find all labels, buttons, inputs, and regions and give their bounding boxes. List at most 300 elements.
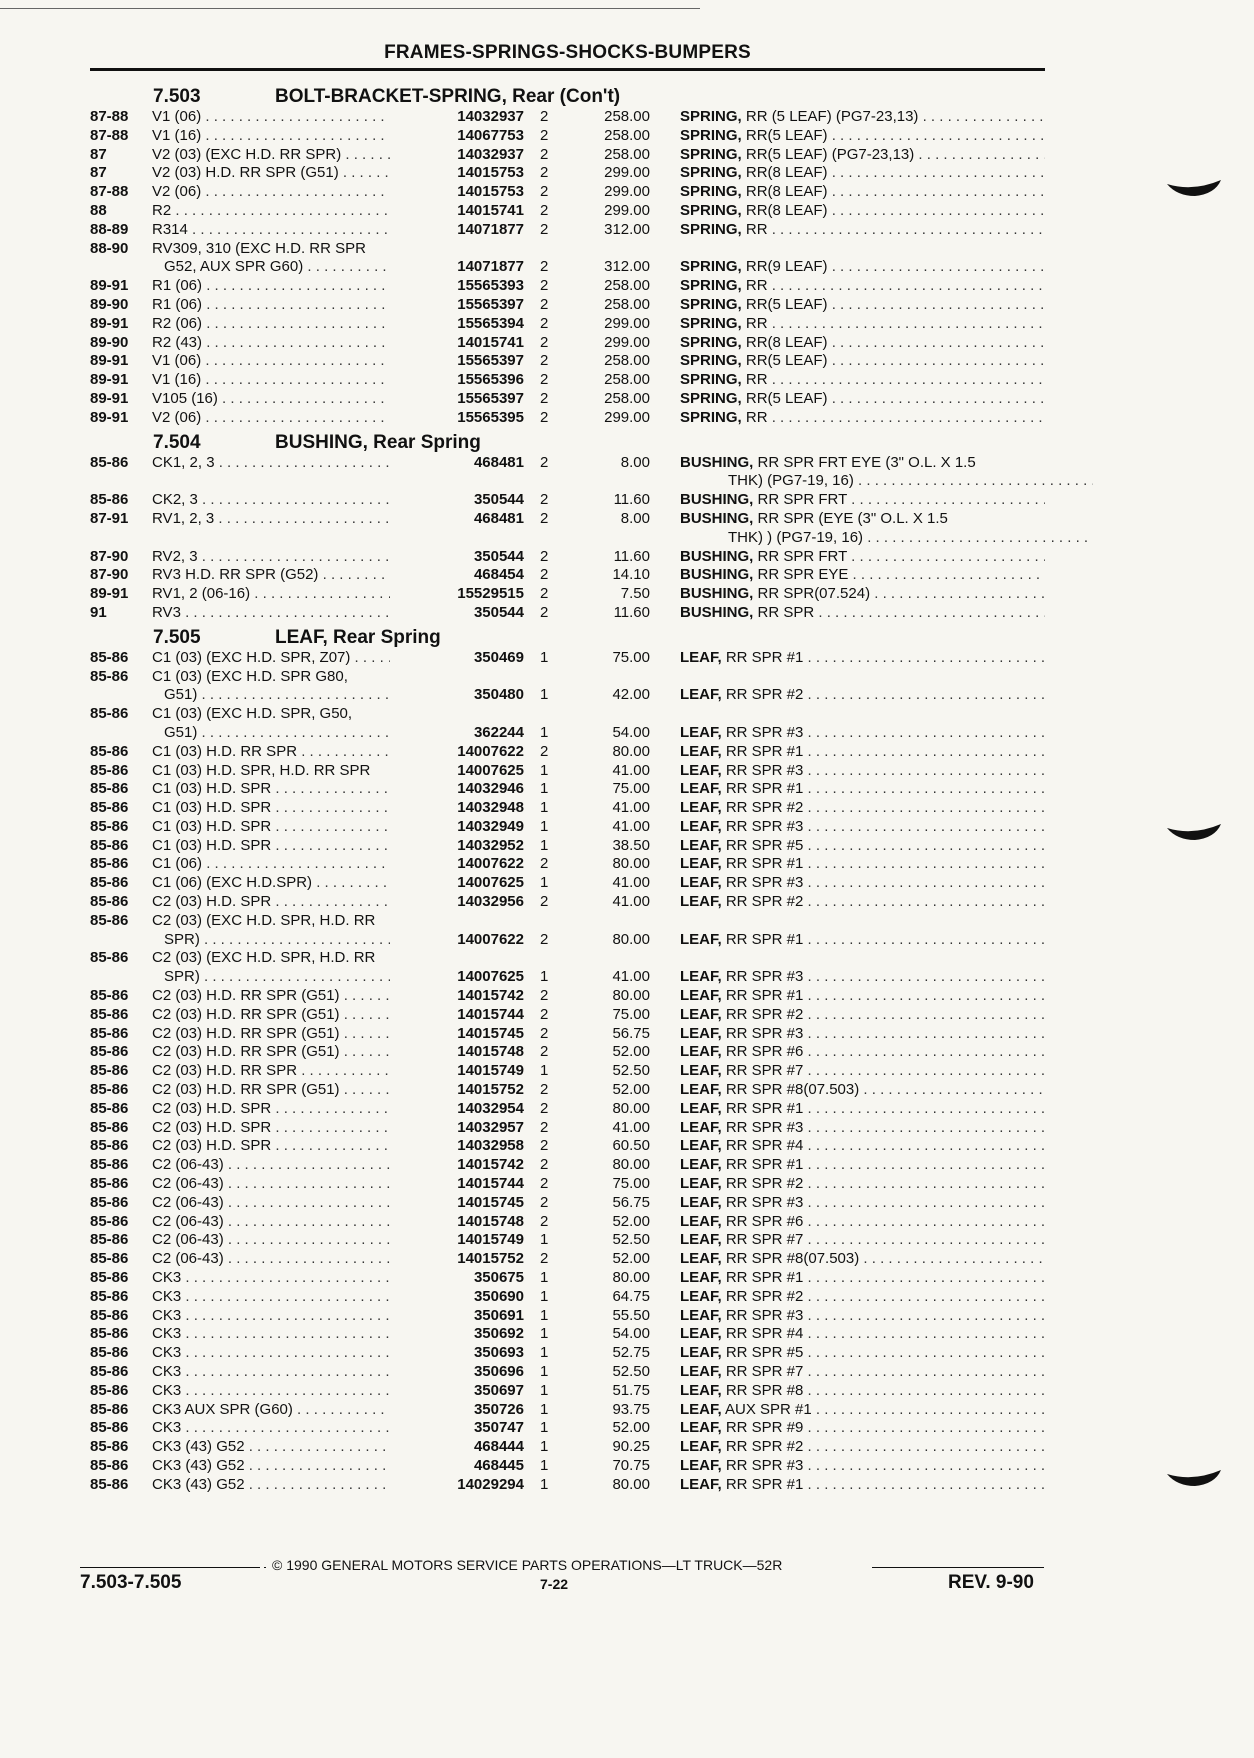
part-name-keyword: SPRING, xyxy=(680,145,742,163)
part-name-keyword: SPRING, xyxy=(680,220,742,238)
model-years: 85-86 xyxy=(90,1325,129,1343)
model-description: C2 (06-43) . . . xyxy=(152,1231,522,1250)
parts-row xyxy=(90,277,1045,296)
model-years: 85-86 xyxy=(90,742,129,760)
quantity: 2 xyxy=(540,108,549,125)
part-name xyxy=(680,855,1045,874)
parts-row xyxy=(90,837,1045,856)
part-name-detail: RR SPR #8(07.503) xyxy=(725,1081,860,1099)
parts-row xyxy=(90,1476,1045,1495)
part-name-keyword: LEAF, xyxy=(680,1043,722,1061)
model-description: CK3 . . . xyxy=(152,1419,522,1438)
model-years: 87-90 xyxy=(90,547,129,565)
part-name xyxy=(680,1025,1045,1044)
price: 80.00 xyxy=(612,1475,650,1493)
model-description: G51) . . . xyxy=(152,724,522,743)
scan-edge-line xyxy=(0,8,700,9)
model-years: 85-86 xyxy=(90,1381,129,1399)
parts-row xyxy=(90,1269,1045,1288)
quantity: 2 xyxy=(540,1137,549,1155)
price: 8.00 xyxy=(620,509,650,527)
part-number: 14032937 xyxy=(390,108,524,127)
quantity: 2 xyxy=(540,509,549,527)
part-name xyxy=(680,202,1045,221)
model-description: C1 (03) (EXC H.D. SPR, G50, xyxy=(152,705,353,723)
part-name-detail: RR SPR #3 xyxy=(725,817,804,835)
part-name xyxy=(680,371,1045,390)
model-description: CK2, 3 . . . xyxy=(152,491,522,510)
part-number: 350726 xyxy=(390,1401,524,1420)
part-name-detail: RR SPR #8(07.503) xyxy=(725,1250,860,1268)
model-description: C2 (03) (EXC H.D. SPR, H.D. RR xyxy=(152,949,376,967)
price: 52.00 xyxy=(612,1212,650,1230)
quantity: 2 xyxy=(540,1175,549,1193)
part-name xyxy=(680,649,1045,668)
part-name xyxy=(680,1194,1045,1213)
parts-row xyxy=(90,912,1045,931)
quantity: 2 xyxy=(540,371,549,389)
model-description: SPR) . . . xyxy=(152,968,522,987)
model-description: R2 . . . xyxy=(152,202,522,221)
model-description: RV3 H.D. RR SPR (G52) . . . xyxy=(152,566,522,585)
model-description: C2 (03) H.D. RR SPR (G51) . . . xyxy=(152,1081,522,1100)
price: 38.50 xyxy=(612,836,650,854)
part-name-keyword: SPRING, xyxy=(680,183,742,201)
price: 75.00 xyxy=(612,648,650,666)
parts-row xyxy=(90,649,1045,668)
quantity: 1 xyxy=(540,874,549,892)
part-name-keyword: SPRING, xyxy=(680,295,742,313)
quantity: 2 xyxy=(540,930,549,948)
part-name-keyword: LEAF, xyxy=(680,799,722,817)
model-description: C1 (03) H.D. SPR . . . xyxy=(152,780,522,799)
part-name-keyword: SPRING, xyxy=(680,201,742,219)
part-name-keyword: LEAF, xyxy=(680,930,722,948)
part-name-keyword: BUSHING, xyxy=(680,603,754,621)
model-description: CK3 . . . xyxy=(152,1307,522,1326)
quantity: 2 xyxy=(540,220,549,238)
part-name-detail: RR SPR #1 xyxy=(725,648,804,666)
model-description: C1 (06) (EXC H.D.SPR) . . . xyxy=(152,874,522,893)
part-name xyxy=(680,1137,1045,1156)
part-number: 14032937 xyxy=(390,146,524,165)
parts-row xyxy=(90,1100,1045,1119)
part-name-keyword: LEAF, xyxy=(680,723,722,741)
section-name: BOLT-BRACKET-SPRING, Rear (Con't) xyxy=(275,86,621,107)
part-name xyxy=(680,183,1045,202)
section-title xyxy=(90,431,1045,454)
quantity: 2 xyxy=(540,352,549,370)
model-description: C2 (03) H.D. RR SPR (G51) . . . xyxy=(152,1006,522,1025)
parts-row xyxy=(90,491,1045,510)
model-years: 85-86 xyxy=(90,705,129,723)
part-name-keyword: BUSHING, xyxy=(680,547,754,565)
parts-row xyxy=(90,472,1045,491)
model-description: C2 (06-43) . . . xyxy=(152,1213,522,1232)
part-number: 14007622 xyxy=(390,855,524,874)
parts-row xyxy=(90,1307,1045,1326)
parts-row xyxy=(90,724,1045,743)
part-number: 350544 xyxy=(390,548,524,567)
part-number: 14007625 xyxy=(390,874,524,893)
part-name-keyword: LEAF, xyxy=(680,817,722,835)
quantity: 2 xyxy=(540,1043,549,1061)
parts-row xyxy=(90,686,1045,705)
part-name-detail: RR SPR #3 xyxy=(725,723,804,741)
section-name: BUSHING, Rear Spring xyxy=(275,431,481,453)
parts-row xyxy=(90,352,1045,371)
price: 52.50 xyxy=(612,1231,650,1249)
part-name-detail: RR SPR #1 xyxy=(725,987,804,1005)
part-number: 14015741 xyxy=(390,334,524,353)
model-years: 89-91 xyxy=(90,585,129,603)
part-name xyxy=(680,454,1045,473)
section-number: 7.505 xyxy=(153,626,201,648)
parts-row xyxy=(90,1344,1045,1363)
part-name-detail: RR SPR #4 xyxy=(725,1137,804,1155)
quantity: 2 xyxy=(540,164,549,182)
model-description: V1 (16) . . . xyxy=(152,371,522,390)
part-name-detail: RR SPR #3 xyxy=(725,968,804,986)
part-name xyxy=(680,1213,1045,1232)
model-description: V1 (16) . . . xyxy=(152,127,522,146)
part-name-keyword: LEAF, xyxy=(680,1156,722,1174)
part-number: 14015742 xyxy=(390,1156,524,1175)
part-name xyxy=(680,799,1045,818)
part-name xyxy=(680,1250,1045,1269)
part-name-detail: RR SPR FRT xyxy=(757,547,847,565)
part-name-detail: RR SPR (EYE (3" O.L. X 1.5 xyxy=(757,509,948,527)
part-number: 15565396 xyxy=(390,371,524,390)
part-name xyxy=(680,780,1045,799)
parts-row xyxy=(90,604,1045,623)
parts-row xyxy=(90,931,1045,950)
part-name-keyword: LEAF, xyxy=(680,761,722,779)
parts-row xyxy=(90,1043,1045,1062)
part-number: 350697 xyxy=(390,1382,524,1401)
price: 42.00 xyxy=(612,686,650,704)
model-description: V105 (16) . . . xyxy=(152,390,522,409)
quantity: 1 xyxy=(540,1363,549,1380)
model-years: 85-86 xyxy=(90,874,129,892)
parts-row xyxy=(90,371,1045,390)
model-description: C1 (03) (EXC H.D. SPR G80, xyxy=(152,667,348,685)
parts-row xyxy=(90,1006,1045,1025)
parts-row xyxy=(90,585,1045,604)
model-years: 85-86 xyxy=(90,1250,129,1268)
part-name xyxy=(680,1231,1045,1250)
price: 80.00 xyxy=(612,1269,650,1287)
quantity: 2 xyxy=(540,408,549,426)
part-number: 15565394 xyxy=(390,315,524,334)
model-years: 85-86 xyxy=(90,1062,129,1080)
parts-row xyxy=(90,743,1045,762)
header-rule xyxy=(90,68,1045,71)
price: 93.75 xyxy=(612,1400,650,1418)
part-name-detail: RR SPR #4 xyxy=(725,1325,804,1343)
model-description: C2 (03) H.D. SPR . . . xyxy=(152,1119,522,1138)
price: 64.75 xyxy=(612,1287,650,1305)
part-name-detail: RR SPR #8 xyxy=(725,1381,804,1399)
parts-row xyxy=(90,127,1045,146)
price: 55.50 xyxy=(612,1306,650,1324)
model-description: C1 (03) H.D. RR SPR . . . xyxy=(152,743,522,762)
price: 258.00 xyxy=(604,145,650,163)
model-description: CK3 . . . xyxy=(152,1344,522,1363)
part-name-keyword: LEAF, xyxy=(680,1306,722,1324)
model-description: CK3 (43) G52 . . . xyxy=(152,1457,522,1476)
part-name-keyword: BUSHING, xyxy=(680,453,754,471)
quantity: 2 xyxy=(540,1212,549,1230)
quantity: 1 xyxy=(540,836,549,854)
part-name xyxy=(680,1006,1045,1025)
part-name-keyword: LEAF, xyxy=(680,742,722,760)
model-description: R2 (06) . . . xyxy=(152,315,522,334)
model-years: 87-88 xyxy=(90,183,129,201)
parts-row xyxy=(90,818,1045,837)
page-header: FRAMES-SPRINGS-SHOCKS-BUMPERS xyxy=(384,42,751,63)
parts-row xyxy=(90,1137,1045,1156)
part-name xyxy=(680,164,1045,183)
part-name-keyword: LEAF, xyxy=(680,1456,722,1474)
quantity: 2 xyxy=(540,258,549,276)
part-number: 14015752 xyxy=(390,1250,524,1269)
part-name-detail: RR SPR #3 xyxy=(725,761,804,779)
parts-row xyxy=(90,334,1045,353)
part-name-keyword: SPRING, xyxy=(680,277,742,295)
quantity: 1 xyxy=(540,1306,549,1324)
part-name-keyword: LEAF, xyxy=(680,1118,722,1136)
model-years: 85-86 xyxy=(90,1099,129,1117)
part-name-keyword: LEAF, xyxy=(680,1269,722,1287)
quantity: 2 xyxy=(540,1081,549,1099)
model-years: 88-89 xyxy=(90,220,129,238)
price: 7.50 xyxy=(620,585,650,603)
part-name-detail: RR SPR #3 xyxy=(725,1306,804,1324)
part-name-detail: RR(5 LEAF) (PG7-23,13) xyxy=(745,145,915,163)
part-name-detail: RR SPR #3 xyxy=(725,1456,804,1474)
parts-row xyxy=(90,240,1045,259)
quantity: 2 xyxy=(540,1024,549,1042)
model-years: 89-91 xyxy=(90,277,129,295)
part-number: 14015749 xyxy=(390,1062,524,1081)
parts-row xyxy=(90,1325,1045,1344)
part-name-keyword: SPRING, xyxy=(680,408,742,426)
price: 80.00 xyxy=(612,930,650,948)
part-name-detail: RR SPR #2 xyxy=(725,1287,804,1305)
model-years: 85-86 xyxy=(90,761,129,779)
part-number: 14032949 xyxy=(390,818,524,837)
part-name-detail: RR(8 LEAF) xyxy=(745,333,828,351)
part-number: 14015748 xyxy=(390,1043,524,1062)
part-name-keyword: SPRING, xyxy=(680,333,742,351)
parts-row xyxy=(90,315,1045,334)
parts-row xyxy=(90,548,1045,567)
parts-row xyxy=(90,183,1045,202)
parts-row xyxy=(90,1081,1045,1100)
part-name xyxy=(680,874,1045,893)
part-name xyxy=(680,931,1045,950)
part-number: 14032958 xyxy=(390,1137,524,1156)
price: 11.60 xyxy=(613,491,650,509)
part-number: 14032957 xyxy=(390,1119,524,1138)
quantity: 2 xyxy=(540,314,549,332)
part-name xyxy=(680,409,1045,428)
part-name-detail: RR SPR #2 xyxy=(725,893,804,911)
price: 54.00 xyxy=(612,1325,650,1343)
quantity: 1 xyxy=(540,1381,549,1399)
part-number: 14015753 xyxy=(390,164,524,183)
model-description: R314 . . . xyxy=(152,221,522,240)
part-name-detail: RR SPR #1 xyxy=(725,742,804,760)
part-number: 350480 xyxy=(390,686,524,705)
price: 52.50 xyxy=(612,1062,650,1080)
part-name-detail: RR SPR #1 xyxy=(725,1269,804,1287)
price: 41.00 xyxy=(612,968,650,986)
part-name-keyword: BUSHING, xyxy=(680,585,754,603)
model-years: 87 xyxy=(90,164,107,182)
parts-row xyxy=(90,949,1045,968)
part-name-keyword: SPRING, xyxy=(680,164,742,182)
model-description: CK1, 2, 3 . . . xyxy=(152,454,522,473)
footer-rule-right xyxy=(872,1567,1044,1568)
model-years: 89-91 xyxy=(90,352,129,370)
part-name-detail: RR xyxy=(745,277,768,295)
part-name xyxy=(680,724,1045,743)
part-name-keyword: LEAF, xyxy=(680,836,722,854)
section-name: LEAF, Rear Spring xyxy=(275,626,441,648)
price: 299.00 xyxy=(604,408,650,426)
part-number: 14015742 xyxy=(390,987,524,1006)
quantity: 2 xyxy=(540,1250,549,1268)
part-name-keyword: LEAF, xyxy=(680,874,722,892)
parts-row xyxy=(90,1025,1045,1044)
parts-row xyxy=(90,1363,1045,1382)
part-name-keyword: SPRING, xyxy=(680,371,742,389)
part-name xyxy=(680,604,1045,623)
quantity: 1 xyxy=(540,1062,549,1080)
parts-row xyxy=(90,1175,1045,1194)
quantity: 1 xyxy=(540,1456,549,1474)
part-name-keyword: BUSHING, xyxy=(680,509,754,527)
model-years: 85-86 xyxy=(90,1419,129,1437)
price: 75.00 xyxy=(612,780,650,798)
part-name xyxy=(680,968,1045,987)
parts-row xyxy=(90,296,1045,315)
part-name-keyword: LEAF, xyxy=(680,1250,722,1268)
parts-row xyxy=(90,1213,1045,1232)
part-name xyxy=(680,334,1045,353)
part-name-keyword: LEAF, xyxy=(680,1212,722,1230)
part-number: 468481 xyxy=(390,510,524,529)
part-name xyxy=(680,352,1045,371)
model-years: 85-86 xyxy=(90,1363,129,1380)
model-years: 85-86 xyxy=(90,1118,129,1136)
model-years: 87-91 xyxy=(90,509,129,527)
price: 299.00 xyxy=(604,201,650,219)
part-name-keyword: SPRING, xyxy=(680,352,742,370)
price: 41.00 xyxy=(612,817,650,835)
model-description: C2 (06-43) . . . xyxy=(152,1194,522,1213)
part-name-keyword: LEAF, xyxy=(680,648,722,666)
part-name-keyword: SPRING, xyxy=(680,314,742,332)
part-number: 14015745 xyxy=(390,1194,524,1213)
part-name-detail: RR SPR #1 xyxy=(725,1475,804,1493)
part-number: 350544 xyxy=(390,491,524,510)
price: 258.00 xyxy=(604,126,650,144)
part-number: 14032954 xyxy=(390,1100,524,1119)
model-description: C2 (06-43) . . . xyxy=(152,1250,522,1269)
part-number: 350469 xyxy=(390,649,524,668)
part-name-keyword: LEAF, xyxy=(680,1193,722,1211)
part-name-keyword: LEAF, xyxy=(680,1419,722,1437)
model-years: 85-86 xyxy=(90,1212,129,1230)
model-years: 85-86 xyxy=(90,1175,129,1193)
model-years: 89-91 xyxy=(90,314,129,332)
binder-hole-mark xyxy=(1165,1468,1223,1488)
part-number: 14007622 xyxy=(390,743,524,762)
part-name xyxy=(680,1325,1045,1344)
price: 312.00 xyxy=(604,258,650,276)
part-name-keyword: LEAF, xyxy=(680,780,722,798)
price: 56.75 xyxy=(612,1193,650,1211)
quantity: 2 xyxy=(540,1005,549,1023)
model-years: 89-90 xyxy=(90,295,129,313)
price: 80.00 xyxy=(612,1156,650,1174)
binder-hole-mark xyxy=(1165,178,1223,198)
model-years: 88-90 xyxy=(90,239,129,257)
model-years: 87-88 xyxy=(90,108,129,125)
price: 60.50 xyxy=(612,1137,650,1155)
quantity: 2 xyxy=(540,1099,549,1117)
part-number: 14007622 xyxy=(390,931,524,950)
model-description: V2 (03) H.D. RR SPR (G51) . . . xyxy=(152,164,522,183)
part-number: 14007625 xyxy=(390,762,524,781)
model-description: RV1, 2, 3 . . . xyxy=(152,510,522,529)
part-number: 14071877 xyxy=(390,221,524,240)
part-number: 350675 xyxy=(390,1269,524,1288)
part-name xyxy=(680,1062,1045,1081)
part-number: 468454 xyxy=(390,566,524,585)
model-description: R2 (43) . . . xyxy=(152,334,522,353)
footer-revision: REV. 9-90 xyxy=(948,1572,1034,1593)
part-name xyxy=(680,1175,1045,1194)
price: 52.75 xyxy=(612,1344,650,1362)
model-years: 85-86 xyxy=(90,1400,129,1418)
model-years: 85-86 xyxy=(90,1344,129,1362)
part-name-detail: RR SPR EYE xyxy=(757,566,849,584)
part-name-detail: RR SPR #2 xyxy=(725,686,804,704)
part-name xyxy=(680,893,1045,912)
model-description: C2 (06-43) . . . xyxy=(152,1175,522,1194)
quantity: 2 xyxy=(540,1156,549,1174)
price: 56.75 xyxy=(612,1024,650,1042)
model-description: C2 (03) H.D. SPR . . . xyxy=(152,1137,522,1156)
parts-row xyxy=(90,1250,1045,1269)
model-description: RV1, 2 (06-16) . . . xyxy=(152,585,522,604)
section-number: 7.504 xyxy=(153,431,201,453)
part-name-keyword: SPRING, xyxy=(680,389,742,407)
parts-row xyxy=(90,1231,1045,1250)
part-name-keyword: LEAF, xyxy=(680,1475,722,1493)
quantity: 1 xyxy=(540,1325,549,1343)
price: 258.00 xyxy=(604,277,650,295)
part-name xyxy=(680,1401,1045,1420)
price: 52.00 xyxy=(612,1081,650,1099)
part-number: 14032948 xyxy=(390,799,524,818)
model-description: C1 (03) (EXC H.D. SPR, Z07) . . . xyxy=(152,649,522,668)
price: 11.60 xyxy=(613,603,650,621)
